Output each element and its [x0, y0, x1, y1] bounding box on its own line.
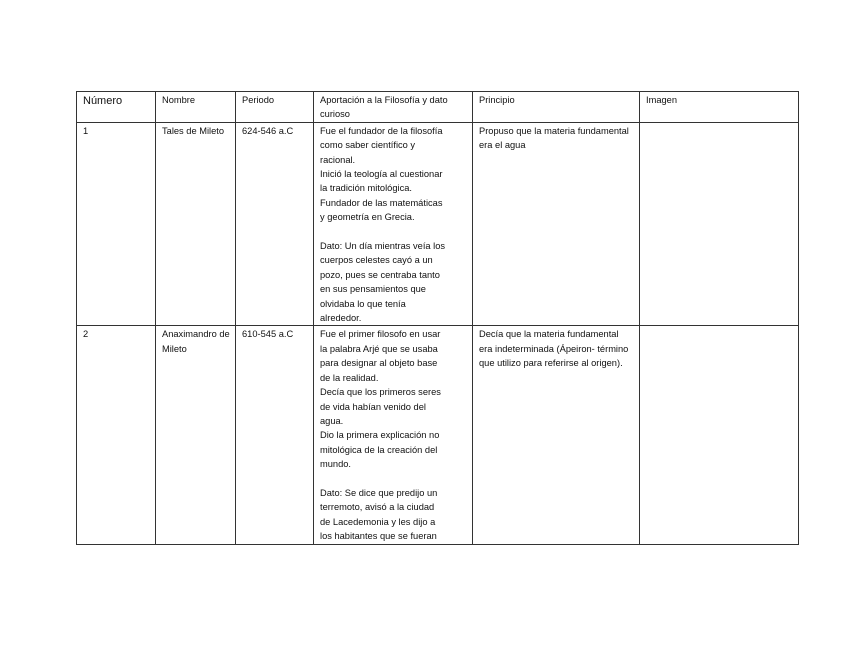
- aportacion-line: Fundador de las matemáticas: [320, 197, 443, 208]
- cell-imagen: [640, 326, 799, 544]
- aportacion-line: mitológica de la creación del: [320, 444, 438, 455]
- table-header-row: [77, 92, 799, 123]
- header-periodo: Periodo: [236, 92, 314, 123]
- paragraph-gap: [320, 472, 467, 486]
- header-imagen: Imagen: [640, 92, 799, 123]
- cell-principio: Decía que la materia fundamental era indeterminada (Ápeiron- término que utilizo para referirse al origen).: [473, 326, 640, 544]
- aportacion-line: de vida habían venido del: [320, 401, 426, 412]
- aportacion-line: y geometría en Grecia.: [320, 212, 415, 223]
- aportacion-line: mundo.: [320, 459, 352, 470]
- aportacion-line: pozo, pues se centraba tanto: [320, 269, 440, 280]
- aportacion-line: cuerpos celestes cayó a un: [320, 255, 433, 266]
- cell-nombre: Anaximandro de Mileto: [156, 326, 236, 544]
- cell-periodo: 610-545 a.C: [236, 326, 314, 544]
- aportacion-line: los habitantes que se fueran: [320, 531, 437, 542]
- aportacion-line: para designar al objeto base: [320, 358, 438, 369]
- aportacion-line: la tradición mitológica.: [320, 183, 412, 194]
- cell-aportacion: [314, 122, 473, 326]
- aportacion-line: olvidaba lo que tenía: [320, 298, 406, 309]
- philosophers-table: [76, 91, 799, 545]
- header-numero: Número: [77, 92, 156, 123]
- paragraph-gap: [320, 225, 467, 239]
- header-principio: Principio: [473, 92, 640, 123]
- aportacion-line: la palabra Arjé que se usaba: [320, 343, 438, 354]
- cell-principio: Propuso que la materia fundamental era el agua: [473, 122, 640, 326]
- aportacion-line: en sus pensamientos que: [320, 284, 426, 295]
- aportacion-line: de Lacedemonia y les dijo a: [320, 516, 436, 527]
- header-nombre: Nombre: [156, 92, 236, 123]
- aportacion-line: Dato: Un día mientras veía los: [320, 241, 446, 252]
- header-aportacion: Aportación a la Filosofía y dato curioso: [314, 92, 473, 123]
- aportacion-line: alrededor.: [320, 313, 362, 324]
- aportacion-line: Decía que los primeros seres: [320, 387, 441, 398]
- aportacion-line: Fue el fundador de la filosofía: [320, 125, 443, 136]
- aportacion-line: Dato: Se dice que predijo un: [320, 487, 438, 498]
- cell-numero: 1: [77, 122, 156, 326]
- cell-nombre: Tales de Mileto: [156, 122, 236, 326]
- table-row: [77, 122, 799, 326]
- cell-periodo: 624-546 a.C: [236, 122, 314, 326]
- cell-aportacion: [314, 326, 473, 544]
- aportacion-line: racional.: [320, 154, 356, 165]
- aportacion-line: Inició la teología al cuestionar: [320, 169, 443, 180]
- cell-imagen: [640, 122, 799, 326]
- aportacion-line: agua.: [320, 415, 344, 426]
- aportacion-line: Dio la primera explicación no: [320, 430, 440, 441]
- cell-numero: 2: [77, 326, 156, 544]
- table-row: [77, 326, 799, 544]
- aportacion-line: de la realidad.: [320, 372, 379, 383]
- aportacion-line: Fue el primer filosofo en usar: [320, 329, 441, 340]
- aportacion-line: como saber científico y: [320, 140, 416, 151]
- aportacion-line: terremoto, avisó a la ciudad: [320, 502, 435, 513]
